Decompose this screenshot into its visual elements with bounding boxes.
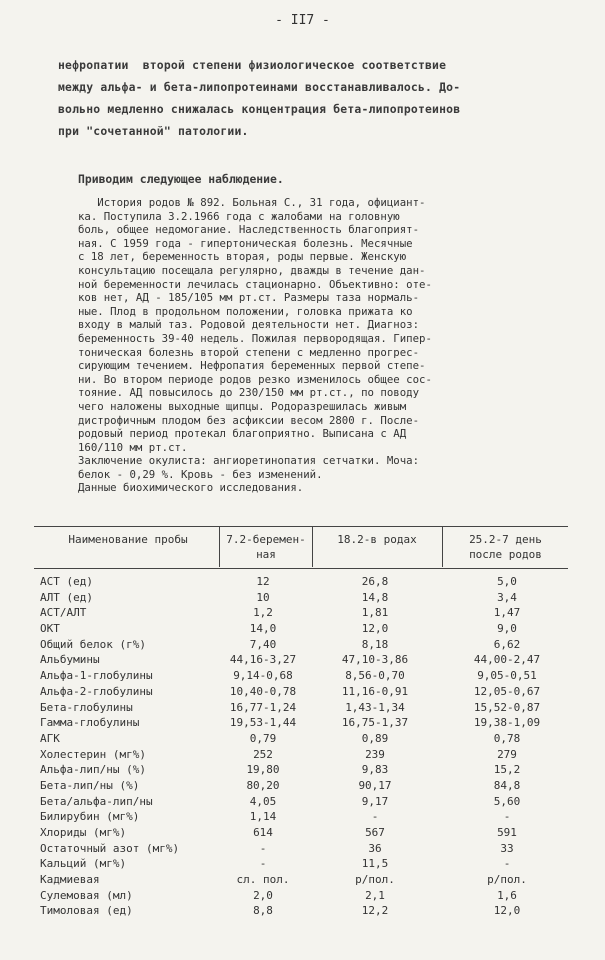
- value-labor-cell: 14,8: [361, 590, 389, 604]
- header-test-name: Наименование пробы: [68, 533, 188, 546]
- value-postpartum-cell: 591: [497, 826, 517, 839]
- value-pregnant-cell: 2,0: [253, 888, 273, 902]
- intro-line: нефропатии второй степени физиологическое соответствие: [58, 58, 447, 72]
- test-name-cell: Кадмиевая: [40, 873, 100, 887]
- case-line: тоническая болезнь второй степени с медленно прогрес-: [78, 345, 420, 359]
- value-postpartum-cell: 0,78: [493, 731, 521, 745]
- header-col-pregnant: [220, 532, 312, 562]
- value-labor-cell: 9,17: [361, 794, 389, 808]
- test-name-cell: Кальций (мг%): [40, 857, 127, 871]
- case-line: ная. С 1959 года - гипертоническая болезнь. Месячные: [78, 236, 413, 250]
- case-line: консультацию посещала регулярно, дважды в течение дан-: [78, 263, 426, 277]
- value-labor-cell: 26,8: [361, 575, 389, 588]
- table-row: [34, 590, 568, 606]
- value-pregnant-cell: 1,2: [253, 606, 273, 620]
- table-row: [34, 715, 568, 731]
- case-line: ной беременности лечилась стационарно. Объективно: оте-: [78, 277, 432, 291]
- table-row: [34, 700, 568, 716]
- value-postpartum-cell: 19,38-1,09: [473, 716, 541, 730]
- value-labor-cell: 12,0: [361, 622, 389, 636]
- case-line: с 18 лет, беременность вторая, роды первые. Женскую: [78, 250, 407, 264]
- header-col-labor: 18.2-в родах: [337, 533, 417, 546]
- value-postpartum-cell: 3,4: [497, 590, 517, 604]
- value-postpartum-cell: 6,62: [493, 637, 521, 651]
- value-labor-cell: 0,89: [361, 731, 389, 745]
- value-pregnant-cell: 8,8: [253, 904, 273, 918]
- value-postpartum-cell: 12,05-0,67: [473, 684, 541, 698]
- table-row: [34, 574, 568, 590]
- case-line: сирующим течением. Нефропатия беременных первой степе-: [78, 359, 426, 373]
- table-top-rule: [34, 526, 568, 527]
- value-pregnant-cell: 4,05: [249, 794, 277, 808]
- test-name-cell: АГК: [40, 731, 60, 745]
- table-header-rule: [34, 568, 568, 569]
- test-name-cell: Альфа-1-глобулины: [40, 669, 153, 683]
- value-labor-cell: 90,17: [358, 778, 392, 792]
- test-name-cell: Тимоловая (ед): [40, 904, 133, 918]
- value-postpartum-cell: 1,6: [497, 888, 517, 902]
- value-pregnant-cell: -: [259, 857, 267, 871]
- value-labor-cell: -: [371, 810, 379, 824]
- value-postpartum-cell: р/пол.: [487, 873, 527, 887]
- case-line: дистрофичным плодом без асфиксии весом 2800 г. После-: [78, 413, 420, 427]
- value-labor-cell: 2,1: [365, 888, 385, 902]
- test-name-cell: АЛТ (ед): [40, 590, 93, 604]
- value-labor-cell: 239: [365, 747, 385, 761]
- value-postpartum-cell: 33: [500, 841, 514, 855]
- intro-line: между альфа- и бета-липопротеинами восстанавливалось. До-: [58, 80, 461, 94]
- value-postpartum-cell: 9,0: [497, 622, 517, 636]
- table-row: [34, 747, 568, 763]
- value-pregnant-cell: 14,0: [249, 622, 277, 636]
- test-name-cell: Общий белок (г%): [40, 637, 146, 651]
- value-labor-cell: 11,16-0,91: [341, 684, 409, 698]
- test-name-cell: Хлориды (мг%): [40, 826, 127, 839]
- table-row: [34, 825, 568, 841]
- value-pregnant-cell: 10: [256, 590, 270, 604]
- value-labor-cell: 567: [365, 826, 385, 839]
- table-row: [34, 621, 568, 637]
- value-postpartum-cell: -: [503, 810, 511, 824]
- table-row: [34, 856, 568, 872]
- value-labor-cell: 9,83: [361, 763, 389, 777]
- value-labor-cell: 12,2: [361, 904, 389, 918]
- table-row: [34, 794, 568, 810]
- table-row: [34, 637, 568, 653]
- value-postpartum-cell: 1,47: [493, 606, 521, 620]
- case-line: чего наложены выходные щипцы. Родоразрешилась живым: [78, 399, 407, 413]
- case-line: боль, общее недомогание. Наследственность благоприят-: [78, 223, 420, 237]
- case-line: Данные биохимического исследования.: [78, 481, 304, 495]
- test-name-cell: АСТ (ед): [40, 575, 93, 588]
- value-postpartum-cell: 84,8: [493, 778, 521, 792]
- intro-line: при "сочетанной" патологии.: [58, 124, 249, 138]
- table-row: [34, 903, 568, 919]
- value-postpartum-cell: 9,05-0,51: [477, 669, 537, 683]
- value-labor-cell: 1,81: [361, 606, 389, 620]
- table-row: [34, 731, 568, 747]
- case-history: [78, 196, 568, 495]
- value-postpartum-cell: 15,52-0,87: [473, 700, 541, 714]
- value-labor-cell: 36: [368, 841, 382, 855]
- header-col-postpartum: [443, 532, 568, 562]
- test-name-cell: Альфа-лип/ны (%): [40, 763, 146, 777]
- case-line: ные. Плод в продольном положении, головка прижата ко: [78, 304, 413, 318]
- test-name-cell: Бета/альфа-лип/ны: [40, 794, 153, 808]
- table-row: [34, 668, 568, 684]
- case-line: тояние. АД повысилось до 230/150 мм рт.ст., по поводу: [78, 386, 420, 400]
- table-row: [34, 762, 568, 778]
- table-row: [34, 605, 568, 621]
- table-row: [34, 652, 568, 668]
- header-col-pregnant-line1: 7.2-беремен-: [226, 533, 306, 546]
- case-line: белок - 0,29 %. Кровь - без изменений.: [78, 467, 323, 481]
- table-row: [34, 841, 568, 857]
- test-name-cell: Сулемовая (мл): [40, 888, 133, 902]
- value-postpartum-cell: 12,0: [493, 904, 521, 918]
- value-labor-cell: 8,18: [361, 637, 389, 651]
- value-postpartum-cell: 44,00-2,47: [473, 653, 541, 667]
- value-pregnant-cell: 1,14: [249, 810, 277, 824]
- case-line: ни. Во втором периоде родов резко изменилось общее сос-: [78, 372, 432, 386]
- value-pregnant-cell: -: [259, 841, 267, 855]
- value-pregnant-cell: 80,20: [246, 778, 280, 792]
- value-postpartum-cell: 5,60: [493, 794, 521, 808]
- test-name-cell: АСТ/АЛТ: [40, 606, 87, 620]
- test-name-cell: Бета-глобулины: [40, 700, 133, 714]
- table-row: [34, 684, 568, 700]
- case-line: родовый период протекал благоприятно. Выписана с АД: [78, 427, 407, 441]
- value-pregnant-cell: 44,16-3,27: [229, 653, 297, 667]
- value-labor-cell: 8,56-0,70: [345, 669, 405, 683]
- case-line: ков нет, АД - 185/105 мм рт.ст. Размеры таза нормаль-: [78, 291, 420, 305]
- value-postpartum-cell: -: [503, 857, 511, 871]
- case-line: Заключение окулиста: ангиоретинопатия сетчатки. Моча:: [78, 454, 420, 468]
- test-name-cell: Холестерин (мг%): [40, 747, 146, 761]
- page-number: - II7 -: [275, 13, 330, 28]
- table-row: [34, 809, 568, 825]
- case-line: беременность 39-40 недель. Пожилая первородящая. Гипер-: [78, 331, 432, 345]
- table-body: [34, 574, 568, 919]
- table-row: [34, 872, 568, 888]
- test-name-cell: Билирубин (мг%): [40, 810, 140, 824]
- header-col-postpartum-line2: после родов: [469, 548, 542, 561]
- value-pregnant-cell: 614: [253, 826, 273, 839]
- value-labor-cell: 16,75-1,37: [341, 716, 409, 730]
- intro-line: вольно медленно снижалась концентрация бета-липопротеинов: [58, 102, 461, 116]
- value-pregnant-cell: 12: [256, 575, 270, 588]
- test-name-cell: Гамма-глобулины: [40, 716, 140, 730]
- value-labor-cell: 11,5: [361, 857, 389, 871]
- value-pregnant-cell: 7,40: [249, 637, 277, 651]
- lead-sentence: Приводим следующее наблюдение.: [78, 172, 284, 186]
- case-line: ка. Поступила 3.2.1966 года с жалобами на головную: [78, 209, 400, 223]
- value-pregnant-cell: 19,53-1,44: [229, 716, 297, 730]
- test-name-cell: ОКТ: [40, 622, 60, 636]
- table-row: [34, 888, 568, 904]
- header-col-postpartum-line1: 25.2-7 день: [469, 533, 542, 546]
- value-pregnant-cell: 19,80: [246, 763, 280, 777]
- test-name-cell: Остаточный азот (мг%): [40, 841, 180, 855]
- value-labor-cell: р/пол.: [355, 873, 395, 887]
- test-name-cell: Альфа-2-глобулины: [40, 684, 153, 698]
- table-row: [34, 778, 568, 794]
- value-pregnant-cell: 10,40-0,78: [229, 684, 297, 698]
- value-postpartum-cell: 279: [497, 747, 517, 761]
- value-pregnant-cell: 0,79: [249, 731, 277, 745]
- header-col-pregnant-line2: ная: [256, 548, 276, 561]
- test-name-cell: Бета-лип/ны (%): [40, 778, 140, 792]
- value-postpartum-cell: 5,0: [497, 575, 517, 588]
- case-line: 160/110 мм рт.ст.: [78, 440, 188, 454]
- value-labor-cell: 1,43-1,34: [345, 700, 405, 714]
- intro-paragraph: [58, 54, 558, 142]
- value-pregnant-cell: сл. пол.: [236, 873, 290, 887]
- value-postpartum-cell: 15,2: [493, 763, 521, 777]
- case-line: История родов № 892. Больная С., 31 года, официант-: [78, 196, 426, 209]
- value-labor-cell: 47,10-3,86: [341, 653, 409, 667]
- value-pregnant-cell: 9,14-0,68: [233, 669, 293, 683]
- value-pregnant-cell: 252: [253, 747, 273, 761]
- test-name-cell: Альбумины: [40, 653, 100, 667]
- value-pregnant-cell: 16,77-1,24: [229, 700, 297, 714]
- case-line: входу в малый таз. Родовой деятельности нет. Диагноз:: [78, 318, 420, 332]
